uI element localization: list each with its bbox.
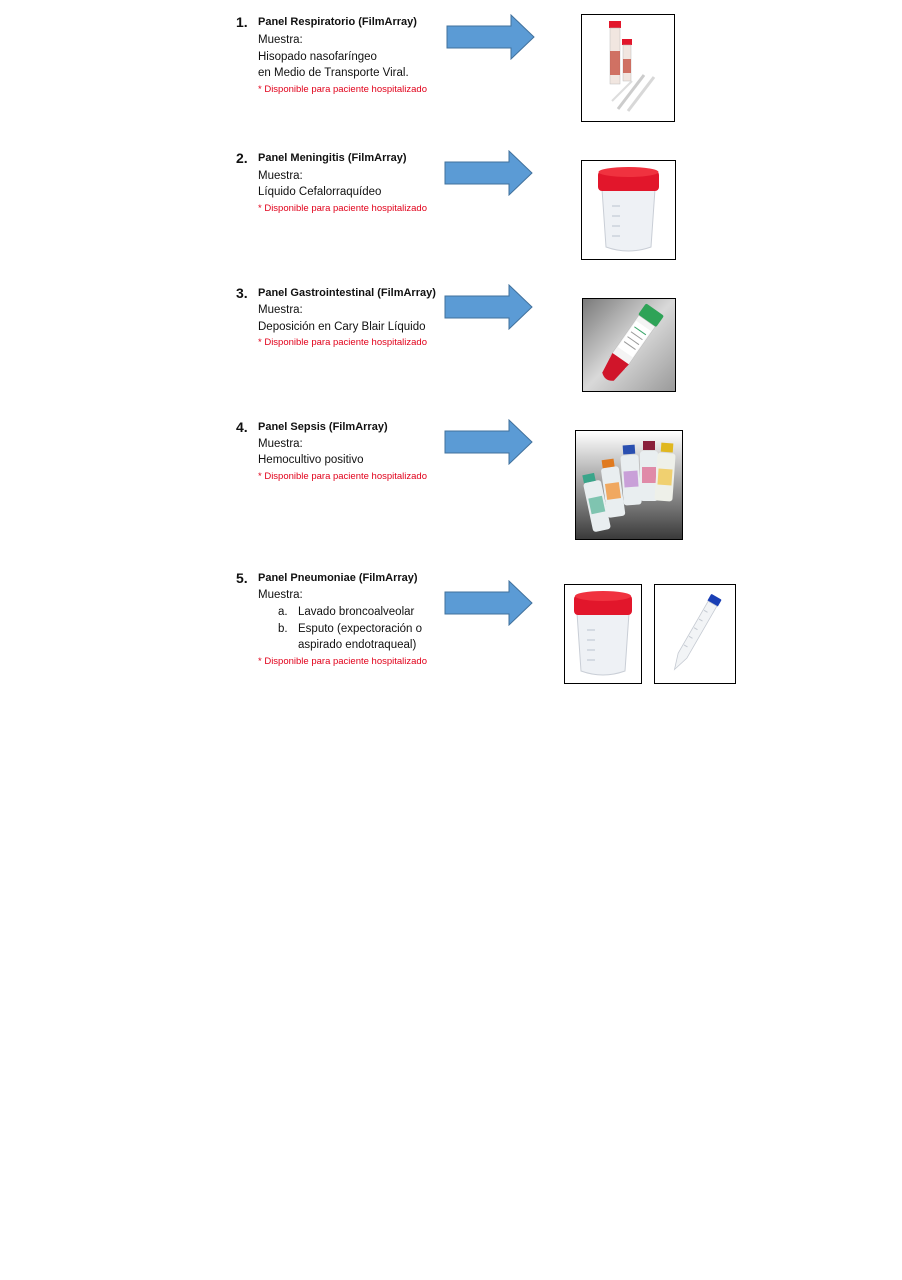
cary-blair-tube-icon (582, 298, 676, 392)
arrow-icon (444, 580, 534, 626)
panel-title: Panel Pneumoniae (FilmArray) (258, 572, 418, 584)
panel-number: 3. (236, 285, 248, 301)
arrow-icon (444, 150, 534, 196)
sample-line: Hisopado nasofaríngeo (258, 51, 377, 63)
panel-title: Panel Respiratorio (FilmArray) (258, 16, 417, 28)
panel-title: Panel Sepsis (FilmArray) (258, 421, 388, 433)
availability-note: * Disponible para paciente hospitalizado (258, 203, 428, 214)
sample-label: Muestra: (258, 170, 303, 182)
sample-label: Muestra: (258, 34, 303, 46)
panel-gastrointestinal (236, 285, 456, 365)
arrow-icon (446, 14, 536, 60)
sample-label: Muestra: (258, 589, 303, 601)
sample-label: Muestra: (258, 438, 303, 450)
sample-line: Hemocultivo positivo (258, 454, 364, 466)
arrow-icon (444, 284, 534, 330)
sample-label: Muestra: (258, 304, 303, 316)
panel-number: 5. (236, 570, 248, 586)
panel-meningitis (236, 150, 456, 230)
availability-note: * Disponible para paciente hospitalizado (258, 656, 428, 667)
panel-pneumoniae (236, 570, 456, 680)
sterile-container-icon (581, 160, 676, 260)
panel-number: 4. (236, 419, 248, 435)
panel-number: 1. (236, 14, 248, 30)
panel-number: 2. (236, 150, 248, 166)
sub-item-letter: b. (278, 623, 288, 635)
panel-sepsis (236, 419, 456, 499)
availability-note: * Disponible para paciente hospitalizado (258, 471, 428, 482)
sub-item-text: aspirado endotraqueal) (298, 639, 417, 651)
panel-title: Panel Gastrointestinal (FilmArray) (258, 287, 436, 299)
conical-tube-icon (654, 584, 736, 684)
sample-line: en Medio de Transporte Viral. (258, 67, 409, 79)
sterile-container-icon (564, 584, 642, 684)
sub-item-text: Lavado broncoalveolar (298, 606, 415, 618)
availability-note: * Disponible para paciente hospitalizado (258, 84, 428, 95)
sub-item-letter: a. (278, 606, 288, 618)
sub-item-text: Esputo (expectoración o (298, 623, 423, 635)
viral-transport-tubes-icon (581, 14, 675, 122)
panel-respiratorio (236, 14, 456, 114)
availability-note: * Disponible para paciente hospitalizado (258, 337, 428, 348)
panel-title: Panel Meningitis (FilmArray) (258, 152, 407, 164)
sample-line: Líquido Cefalorraquídeo (258, 186, 382, 198)
sample-line: Deposición en Cary Blair Líquido (258, 321, 426, 333)
blood-culture-bottles-icon (575, 430, 683, 540)
arrow-icon (444, 419, 534, 465)
